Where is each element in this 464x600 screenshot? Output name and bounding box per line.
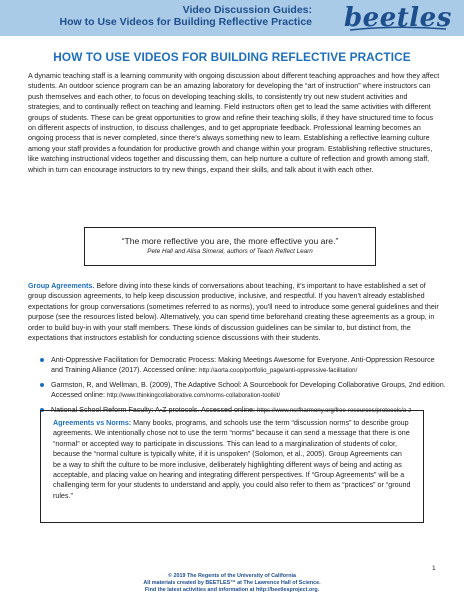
agreements-vs-norms-paragraph bbox=[53, 418, 411, 501]
resource-link[interactable]: http://www.thinkingcollaborative.com/norms-collaboration-toolkit/ bbox=[106, 392, 281, 400]
group-agreements-paragraph bbox=[28, 281, 440, 343]
resource-link[interactable]: https://www.nsrfharmony.org/free-resources/protocols/a-z bbox=[256, 406, 412, 414]
agreements-vs-norms-box bbox=[40, 410, 424, 523]
footer-credit: All materials created by BEETLES™ at The Lawrence Hall of Science. bbox=[143, 579, 321, 586]
list-item bbox=[40, 355, 448, 377]
footer-link[interactable]: Find the latest activities and information at http://beetlesproject.org. bbox=[144, 586, 320, 593]
series-title-line2: How to Use Videos for Building Reflective Practice bbox=[59, 16, 312, 28]
group-agreements-body: Before diving into these kinds of conversations about teaching, it’s important to have established a set of group discussion agreements, to help keep discussion productive, inclusive, and respectful. If you haven’t already established expectations for group conversations (sometimes referred to as norms), you’ll need to introduce some general guidelines and their purpose (see the resources listed below). Alternatively, you can spend time beforehand creating these agreements as a group, in order to build buy-in with your staff members. These kinds of discussion guidelines can be similar to, but distinct from, the expectations that instructors establish for conducting science discussions with their students. bbox=[28, 282, 439, 343]
footer bbox=[0, 573, 464, 593]
header-band bbox=[0, 0, 464, 36]
bullet-icon bbox=[40, 383, 44, 387]
agreements-vs-norms-heading: Agreements vs Norms: bbox=[53, 419, 132, 427]
group-agreements-heading: Group Agreements. bbox=[28, 282, 95, 290]
bullet-icon bbox=[40, 358, 44, 362]
resource-text: Garmston, R, and Wellman, B. (2009), The Adaptive School: A Sourcebook for Developing Collaborative Groups, 2nd edition. Accessed online: bbox=[51, 380, 446, 400]
resource-text: Anti-Oppressive Facilitation for Democratic Process: Making Meetings Awesome for Everyone. Anti-Oppression Resource and Training Alliance (2017). Accessed online: bbox=[51, 356, 435, 375]
agreements-vs-norms-body: Many books, programs, and schools use the term “discussion norms” to describe group agreements. We intentionally chose not to use the term “norms” because it can send a message that there is one “normal” or accepted way to participate in discussions. This can lead to a marginalization of students of color, because the “normal culture is typically white, if it is unspoken” (Solomon, et al., 2005). Group Agreements can be a way to shift the culture to be more inclusive, deliberately highlighting different ways of being and acting as acceptable, and placing value on hearing and integrating different perspectives. If “Group Agreements” will be a challenging term for your students to understand and apply, you could also refer to them as “practices” or “ground rules.” bbox=[53, 419, 411, 500]
logo-text: beetles bbox=[344, 3, 452, 33]
page-title: HOW TO USE VIDEOS FOR BUILDING REFLECTIVE PRACTICE bbox=[53, 50, 411, 64]
footer-copyright: © 2019 The Regents of the University of California bbox=[168, 573, 296, 579]
beetles-logo bbox=[344, 2, 456, 34]
quote-box bbox=[84, 227, 376, 266]
resource-text: National School Reform Faculty: A-Z protocols. Accessed online: bbox=[51, 405, 257, 414]
series-title-line1: Video Discussion Guides: bbox=[182, 4, 312, 16]
quote-attribution: Pete Hall and Alisa Simeral, authors of Teach Reflect Learn bbox=[147, 248, 313, 255]
page-number: 1 bbox=[432, 565, 436, 572]
quote-text: “The more reflective you are, the more effective you are.” bbox=[121, 236, 339, 246]
logo-swoosh-icon bbox=[348, 26, 448, 32]
resource-link[interactable]: http://aorta.coop/portfolio_page/anti-oppressive-facilitation/ bbox=[199, 367, 358, 375]
list-item bbox=[40, 380, 448, 402]
series-title bbox=[12, 4, 312, 28]
intro-paragraph: A dynamic teaching staff is a learning community with ongoing discussion about different teaching approaches and how they affect students. An outdoor science program can be an amazing laboratory for developing the “art of instruction” where instructors can push themselves and each other, to focus on developing teaching skills, to consistently try out new student activities and strategies, and to continually reflect on teaching and learning. Field instructors often get to lead the same activities with different groups of students. These can be great opportunities to grow and refine their teaching skills, if they have structured time to focus on different aspects of instruction, to discuss challenges, and to get appropriate feedback. Professional learning becomes an ongoing process that is never completed, since there’s always something new to learn. Establishing a reflective learning culture among your staff provides a foundation for productive growth and change within your program. Establishing reflective structures, like watching instructional videos together and discussing them, can help nurture a culture of reflection and growth among staff, which in turn can encourage instructors to try new things, expand their skills, and talk about it with each other. bbox=[28, 72, 440, 174]
